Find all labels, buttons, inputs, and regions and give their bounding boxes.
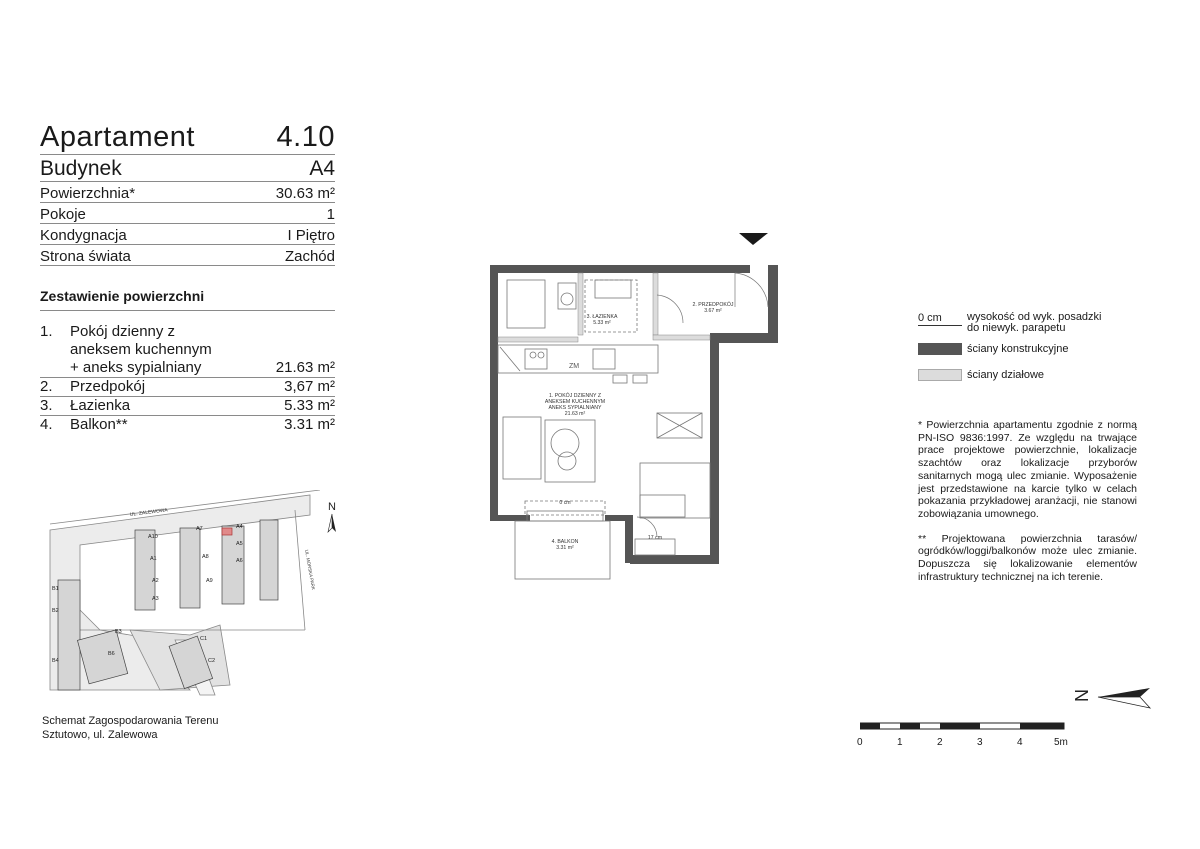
info-row-area bbox=[40, 182, 335, 203]
legend-partition bbox=[918, 369, 1102, 381]
site-road-line bbox=[295, 510, 305, 630]
room3-area: 5.33 m² bbox=[593, 320, 611, 326]
legend-partition-label: ściany działowe bbox=[967, 369, 1045, 381]
surface-item bbox=[40, 416, 335, 434]
room2-area: 3.67 m² bbox=[704, 308, 722, 314]
scale-tick: 5m bbox=[1054, 737, 1068, 748]
bathroom-fixtures bbox=[507, 280, 637, 332]
room1-label: 1. POKÓJ DZIENNY Z bbox=[548, 393, 602, 399]
info-label: Strona świata bbox=[40, 248, 131, 265]
info-value: Zachód bbox=[284, 248, 335, 265]
apartment-title-row bbox=[40, 118, 335, 155]
surface-num: 1. bbox=[40, 323, 53, 340]
scale-tick: 4 bbox=[1017, 737, 1023, 748]
info-label: Pokoje bbox=[40, 206, 86, 223]
surface-num: 2. bbox=[40, 378, 53, 395]
balcony-outline bbox=[515, 511, 675, 579]
living-furniture bbox=[503, 413, 710, 518]
surface-item bbox=[40, 397, 335, 416]
info-value: I Piętro bbox=[287, 227, 335, 244]
floor-plan bbox=[485, 225, 785, 585]
scale-tick: 2 bbox=[937, 737, 943, 748]
street-label-zalewowa: UL. ZALEWOWA bbox=[129, 507, 169, 518]
surface-item bbox=[40, 323, 335, 378]
building-label: Budynek bbox=[40, 157, 122, 180]
svg-text:C2: C2 bbox=[208, 658, 216, 664]
svg-text:A6: A6 bbox=[236, 558, 243, 564]
surface-area: 21.63 m² bbox=[275, 359, 335, 376]
building-row bbox=[40, 155, 335, 182]
svg-text:C1: C1 bbox=[200, 636, 208, 642]
scale-tick: 3 bbox=[977, 737, 983, 748]
svg-text:B2: B2 bbox=[52, 608, 59, 614]
surface-area: 3,67 m² bbox=[284, 378, 335, 395]
room1-label: ANEKS SYPIALNIANY bbox=[548, 405, 602, 411]
highlighted-building bbox=[222, 528, 232, 535]
sill-label: 17 cm bbox=[647, 535, 663, 541]
note-area: * Powierzchnia apartamentu zgodnie z normą PN-ISO 9836:1997. Ze względu na trwające prace projektowe powierzchnie, lokalizacje szachtów oraz lokalizacje przyborów sanitarnych mogą ulec zmianie. Wyposażenie jest przedstawione na karcie tylko w celach pokazania przykładowej aranżacji, nie stanowi zobowiązania umownego. bbox=[918, 419, 1137, 520]
room1-label: ANEKSEM KUCHENNYM bbox=[544, 399, 606, 405]
legend-sill-text: do niewyk. parapetu bbox=[967, 322, 1066, 334]
room4-label: 4. BALKON bbox=[551, 539, 579, 545]
street-label-morska: UL. MORSKA PARK bbox=[304, 549, 317, 591]
legend bbox=[918, 312, 1102, 390]
legend-structural-label: ściany konstrukcyjne bbox=[967, 343, 1069, 355]
surface-num: 3. bbox=[40, 397, 53, 414]
svg-text:N: N bbox=[1072, 689, 1092, 702]
site-caption-line1: Schemat Zagospodarowania Terenu bbox=[42, 715, 219, 727]
surface-item bbox=[40, 378, 335, 397]
info-value: 1 bbox=[326, 206, 335, 223]
svg-text:A1: A1 bbox=[150, 556, 157, 562]
info-row-floor bbox=[40, 224, 335, 245]
info-label: Powierzchnia* bbox=[40, 185, 136, 202]
surface-area: 5.33 m² bbox=[284, 397, 335, 414]
info-row-rooms bbox=[40, 203, 335, 224]
info-row-orientation bbox=[40, 245, 335, 266]
scale-bar bbox=[857, 717, 1068, 755]
svg-text:A4: A4 bbox=[236, 524, 243, 530]
entrance-marker-icon bbox=[739, 233, 768, 245]
svg-text:B4: B4 bbox=[52, 658, 59, 664]
svg-text:A7: A7 bbox=[196, 526, 203, 532]
surface-name: Balkon** bbox=[70, 416, 128, 433]
site-plan-caption bbox=[42, 714, 219, 742]
north-arrow-icon bbox=[328, 501, 336, 532]
svg-text:A9: A9 bbox=[206, 578, 213, 584]
structural-walls bbox=[490, 265, 778, 564]
sill-label: 0 cm bbox=[559, 500, 571, 506]
surface-name: Przedpokój bbox=[70, 378, 146, 395]
info-value: 30.63 m² bbox=[275, 185, 335, 202]
surface-area: 3.31 m² bbox=[284, 416, 335, 433]
legend-sill bbox=[918, 312, 1102, 334]
legend-structural bbox=[918, 343, 1102, 355]
room4-area: 3.31 m² bbox=[556, 545, 574, 551]
zm-label: ZM bbox=[569, 363, 580, 370]
compass-north-icon bbox=[1070, 680, 1155, 715]
site-caption-line2: Sztutowo, ul. Zalewowa bbox=[42, 729, 158, 741]
svg-text:A5: A5 bbox=[236, 541, 243, 547]
structural-swatch bbox=[918, 343, 962, 355]
surfaces-title: Zestawienie powierzchni bbox=[40, 288, 335, 311]
info-label: Kondygnacja bbox=[40, 227, 127, 244]
partition-swatch bbox=[918, 369, 962, 381]
apartment-info-panel bbox=[40, 118, 335, 434]
room1-area: 21.63 m² bbox=[564, 411, 586, 417]
surface-name: Pokój dzienny z aneksem kuchennym + aneks sypialniany bbox=[70, 323, 212, 376]
svg-text:B3: B3 bbox=[115, 629, 122, 635]
svg-text:A2: A2 bbox=[152, 578, 159, 584]
apartment-number: 4.10 bbox=[276, 121, 335, 153]
room2-label: 2. PRZEDPOKÓJ bbox=[692, 302, 734, 308]
svg-text:A8: A8 bbox=[202, 554, 209, 560]
scale-bar-graphic bbox=[860, 722, 1065, 730]
svg-text:N: N bbox=[328, 501, 336, 513]
apartment-label: Apartament bbox=[40, 121, 195, 153]
surfaces-list bbox=[40, 323, 335, 434]
notes bbox=[918, 419, 1137, 595]
note-balcony: ** Projektowana powierzchnia tarasów/ ogródków/loggi/balkonów może ulec zmianie. Dopuszcza się lokalizowanie elementów infrastruktury technicznej na ich terenie. bbox=[918, 532, 1137, 583]
room3-label: 3. ŁAZIENKA bbox=[586, 314, 618, 320]
svg-text:A3: A3 bbox=[152, 596, 159, 602]
svg-text:A10: A10 bbox=[148, 534, 158, 540]
legend-sill-text: wysokość od wyk. posadzki bbox=[967, 311, 1102, 323]
site-plan-map bbox=[40, 490, 360, 705]
scale-ticks bbox=[857, 737, 1068, 755]
building-value: A4 bbox=[309, 157, 335, 180]
surface-num: 4. bbox=[40, 416, 53, 433]
svg-text:B6: B6 bbox=[108, 651, 115, 657]
svg-text:B1: B1 bbox=[52, 586, 59, 592]
surface-name: Łazienka bbox=[70, 397, 131, 414]
scale-tick: 0 bbox=[857, 737, 863, 748]
scale-tick: 1 bbox=[897, 737, 903, 748]
legend-sill-value: 0 cm bbox=[918, 312, 962, 326]
